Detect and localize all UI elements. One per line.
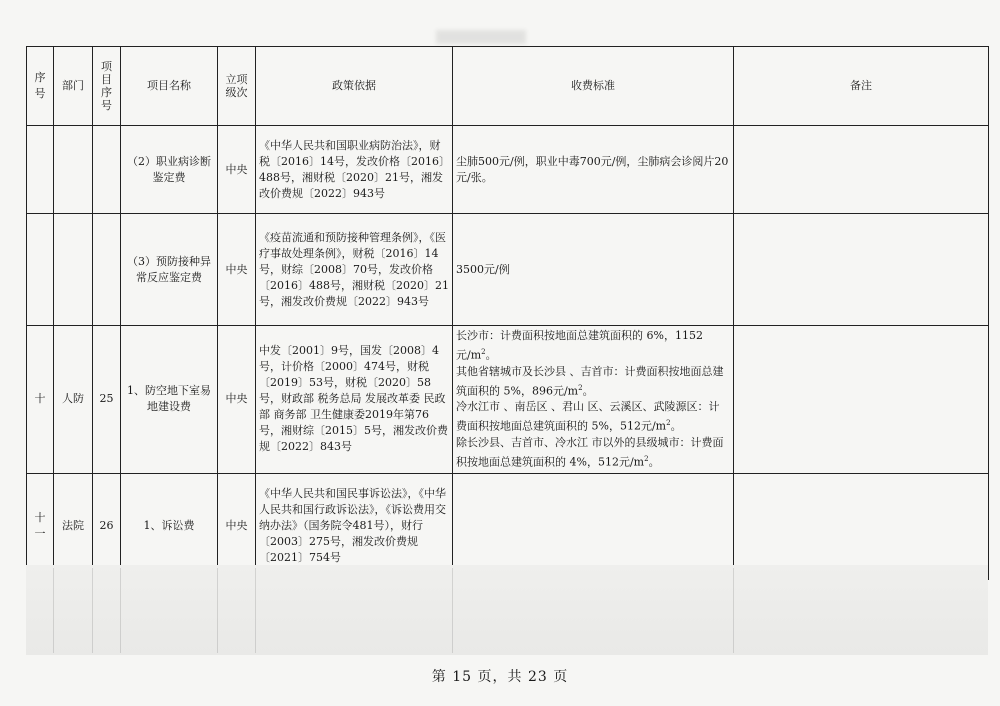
cell-standard: [453, 126, 734, 214]
standard-line: 3500元/例: [456, 262, 510, 276]
cell-dept: 法院: [54, 473, 93, 579]
cell-remark: [734, 473, 989, 579]
table-row: [27, 326, 989, 474]
table-row: [27, 214, 989, 326]
cell-item-name: （2）职业病诊断鉴定费: [121, 126, 218, 214]
cell-seq: [27, 126, 54, 214]
cell-policy: 《疫苗流通和预防接种管理条例》，《医疗事故处理条例》，财税〔2016〕14号，财综〔2008〕70号，发改价格〔2016〕488号，湘财税〔2020〕21号，湘发改价费规〔2022〕943号: [256, 214, 453, 326]
cell-seq: 十: [27, 326, 54, 474]
header-item-seq: 项目序号: [93, 47, 121, 126]
table-row: [27, 126, 989, 214]
header-policy: 政策依据: [256, 47, 453, 126]
cell-standard: [453, 214, 734, 326]
header-level: 立项级次: [218, 47, 256, 126]
standard-line: 除长沙县、吉首市、冷水江 市以外的县级城市：计费面积按地面总建筑面积的 4%，512元$/m^2$。: [456, 435, 724, 469]
header-seq: 序号: [27, 47, 54, 126]
header-dept: 部门: [54, 47, 93, 126]
cell-remark: [734, 214, 989, 326]
cell-item-seq: 26: [93, 473, 121, 579]
header-item-name: 项目名称: [121, 47, 218, 126]
table-row: [27, 473, 989, 579]
cell-level: 中央: [218, 473, 256, 579]
cell-standard: [453, 326, 734, 474]
cell-item-seq: [93, 126, 121, 214]
bleed-through-gridlines: [26, 568, 988, 653]
cell-level: 中央: [218, 214, 256, 326]
fee-table: [26, 46, 989, 580]
cell-policy: 《中华人民共和国职业病防治法》，财税〔2016〕14号，发改价格〔2016〕488号，湘财税〔2020〕21号，湘发改价费规〔2022〕943号: [256, 126, 453, 214]
cell-item-seq: [93, 214, 121, 326]
cell-dept: 人防: [54, 326, 93, 474]
cell-remark: [734, 326, 989, 474]
standard-line: 尘肺500元/例，职业中毒700元/例，尘肺病会诊阅片20元/张。: [456, 154, 729, 184]
standard-line: 其他省辖城市及长沙县 、吉首市：计费面积按地面总建筑面积的 5%，896元$/m^2$。: [456, 364, 724, 398]
cell-item-seq: 25: [93, 326, 121, 474]
standard-line: 冷水江市 、南岳区 、君山 区、云溪区、武陵源区：计费面积按地面总建筑面积的 5%，512元$/m^2$。: [456, 400, 720, 433]
cell-policy: 中发〔2001〕9号，国发〔2008〕4号，计价格〔2000〕474号，财税〔2019〕53号，财税〔2020〕58号，财政部 税务总局 发展改革委 民政部 商务部 卫生健康委2019年第76号，湘财综〔2015〕5号，湘发改价费规〔2022〕843号: [256, 326, 453, 474]
header-standard: 收费标准: [453, 47, 734, 126]
cell-level: 中央: [218, 326, 256, 474]
bleed-through-header: [436, 30, 526, 44]
page-number: 第 15 页，共 23 页: [431, 669, 569, 685]
cell-level: 中央: [218, 126, 256, 214]
cell-policy: 《中华人民共和国民事诉讼法》，《中华人民共和国行政诉讼法》，《诉讼费用交纳办法》（国务院令481号），财行〔2003〕275号，湘发改价费规〔2021〕754号: [256, 473, 453, 579]
header-remark: 备注: [734, 47, 989, 126]
cell-seq: 十一: [27, 473, 54, 579]
standard-line: 长沙市：计费面积按地面总建筑面积的 6%，1152元$/m^2$。: [456, 329, 703, 362]
cell-item-name: 1、防空地下室易地建设费: [121, 326, 218, 474]
cell-remark: [734, 126, 989, 214]
cell-item-name: 1、诉讼费: [121, 473, 218, 579]
cell-dept: [54, 126, 93, 214]
table-header-row: [27, 47, 989, 126]
cell-standard: [453, 473, 734, 579]
cell-seq: [27, 214, 54, 326]
cell-dept: [54, 214, 93, 326]
cell-item-name: （3）预防接种异常反应鉴定费: [121, 214, 218, 326]
